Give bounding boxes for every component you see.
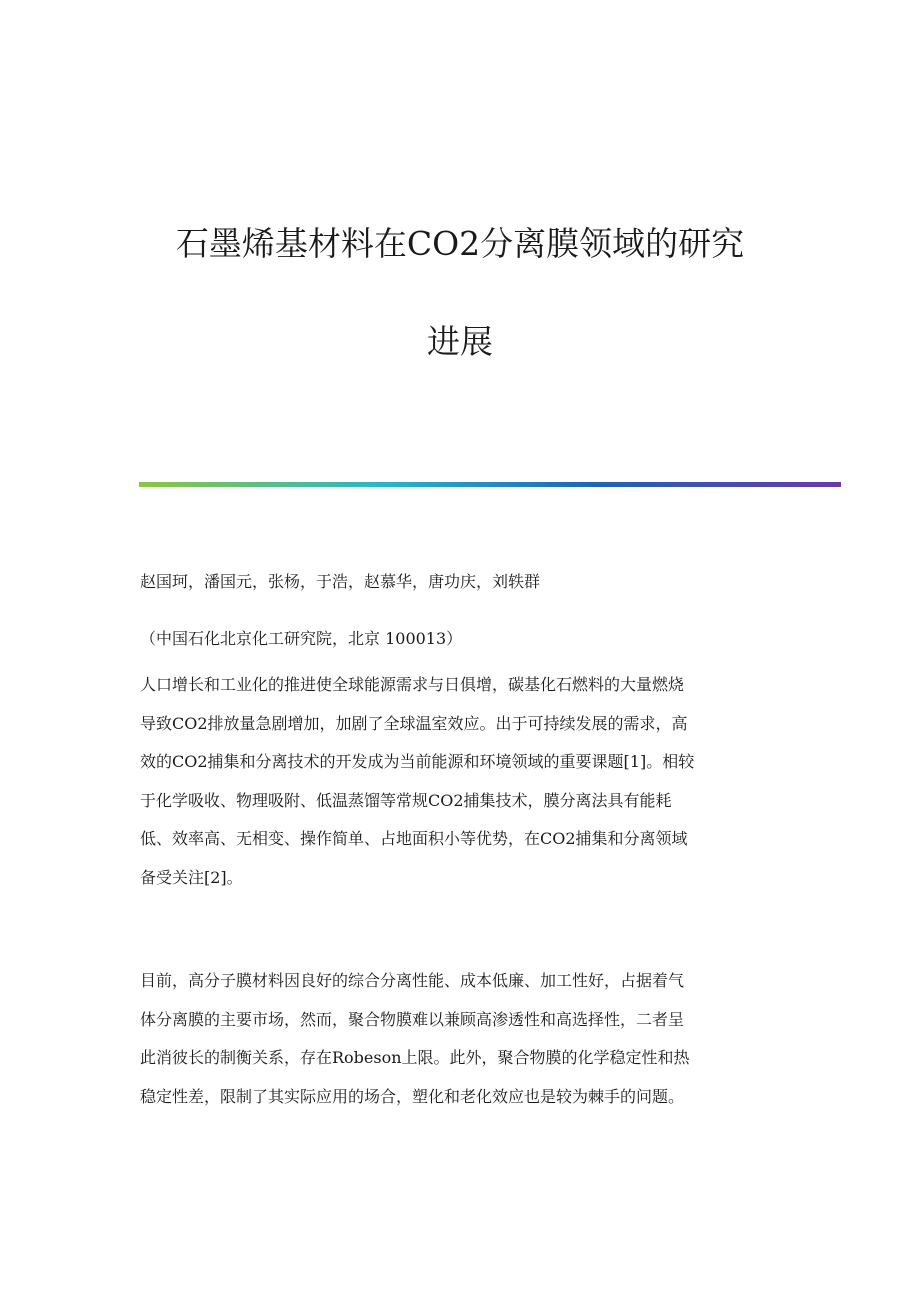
paragraph-line: 体分离膜的主要市场，然而，聚合物膜难以兼顾高渗透性和高选择性，二者呈 bbox=[140, 1009, 685, 1029]
paragraph-line: 效的CO2捕集和分离技术的开发成为当前能源和环境领域的重要课题[1]。相较 bbox=[140, 752, 695, 771]
paragraph-line: 稳定性差，限制了其实际应用的场合，塑化和老化效应也是较为棘手的问题。 bbox=[140, 1086, 685, 1106]
paragraph-line: 备受关注[2]。 bbox=[140, 867, 243, 887]
paragraph-line: 人口增长和工业化的推进使全球能源需求与日俱增，碳基化石燃料的大量燃烧 bbox=[140, 675, 685, 694]
decorative-gradient-rule bbox=[139, 482, 841, 487]
document-title-line-2: 进展 bbox=[427, 322, 493, 361]
paragraph-line: 导致CO2排放量急剧增加，加剧了全球温室效应。出于可持续发展的需求，高 bbox=[140, 713, 688, 733]
paragraph-line: 目前，高分子膜材料因良好的综合分离性能、成本低廉、加工性好，占据着气 bbox=[140, 971, 685, 990]
affiliation: （中国石化北京化工研究院，北京 100013） bbox=[140, 629, 463, 648]
authors: 赵国珂，潘国元，张杨，于浩，赵慕华，唐功庆，刘轶群 bbox=[140, 572, 541, 591]
paragraph-2 bbox=[140, 962, 690, 1116]
paragraph-line: 于化学吸收、物理吸附、低温蒸馏等常规CO2捕集技术，膜分离法具有能耗 bbox=[140, 790, 672, 810]
paragraph-line: 低、效率高、无相变、操作简单、占地面积小等优势，在CO2捕集和分离领域 bbox=[140, 829, 688, 848]
paragraph-line: 此消彼长的制衡关系，存在Robeson上限。此外，聚合物膜的化学稳定性和热 bbox=[140, 1048, 690, 1067]
document-title-line-1: 石墨烯基材料在CO2分离膜领域的研究 bbox=[175, 224, 745, 263]
paragraph-1 bbox=[140, 666, 694, 897]
